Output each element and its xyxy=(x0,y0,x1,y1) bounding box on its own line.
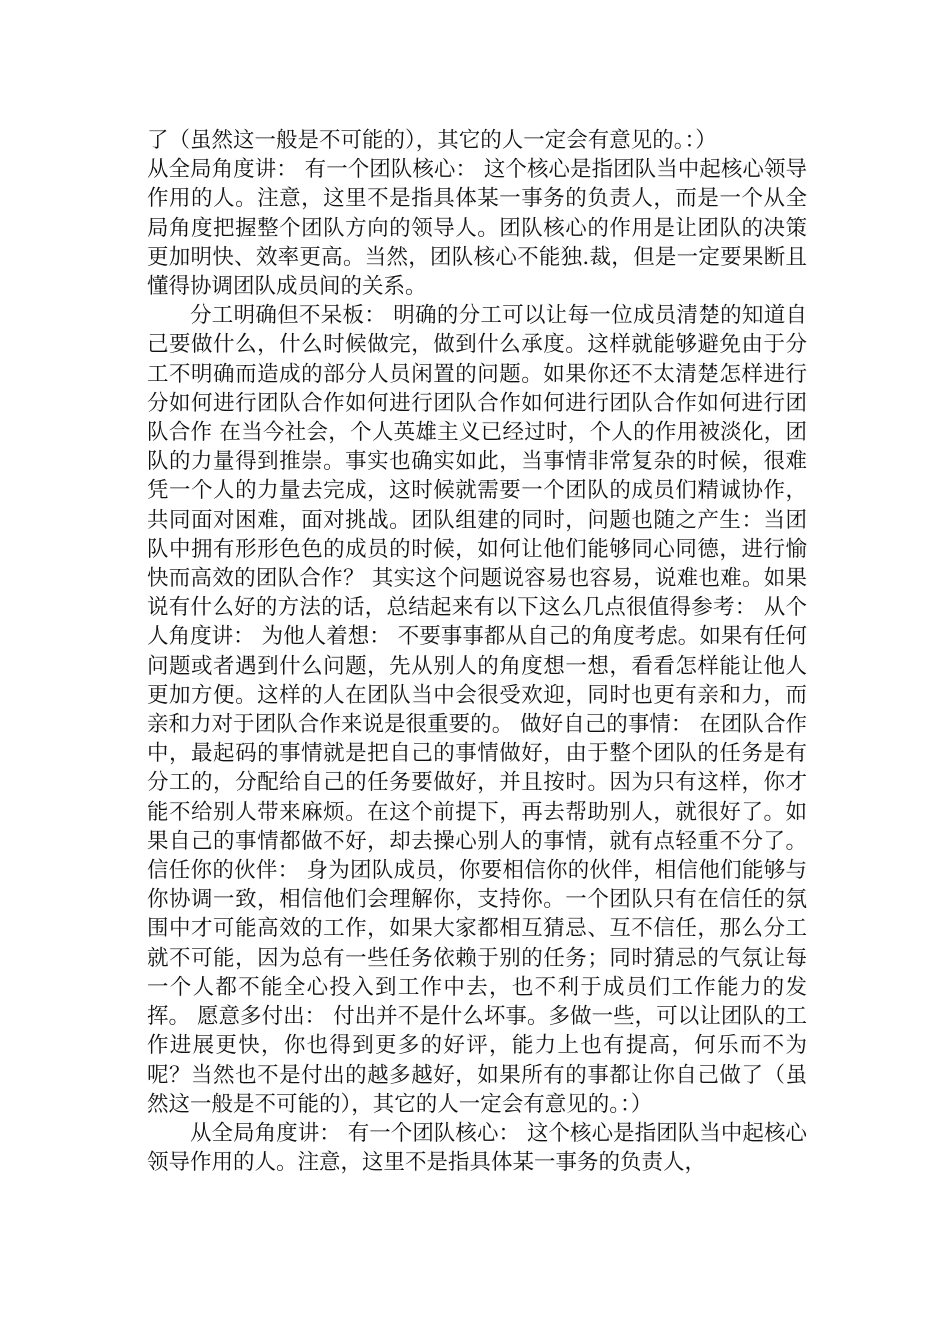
text-line: 能够同心同德，进行愉快而高效的团队合作？ 其实这个问题说容 xyxy=(147,536,807,592)
text-line: 何乐而不为呢？当然也不是付出的越多越好，如果所有的事都让你 xyxy=(147,1033,807,1088)
text-line: 了（虽然这一般是不可能的），其它的人一定会有意见的。：） xyxy=(147,128,717,153)
text-line: 事情都做不好，却去操心别人的事情，就有点轻重不分了。 信任 xyxy=(147,828,807,884)
text-line: 成员们精诚协作，共同面对困难，面对挑战。团队组建的同时，问 xyxy=(147,478,807,533)
text-line: 你的伙伴： 身为团队成员，你要相信你的伙伴，相信他们能够与 xyxy=(190,858,807,884)
text-line: 氛让每一个人都不能全心投入到工作中去，也不利于成员们工作能 xyxy=(147,945,807,1000)
text-line: 队当中会很受欢迎，同时也更有亲和力，而亲和力对于团队合作来 xyxy=(147,682,807,738)
text-line: 起核心领导作用的人。注意，这里不是指具体某一事务的负责人， xyxy=(147,1120,807,1176)
document-page xyxy=(147,126,807,1177)
text-line: 你协调一致，相信他们会理解你，支持你。一个团队只有在信任的 xyxy=(147,887,786,913)
paragraph xyxy=(147,301,807,1119)
text-line: 团队的决策更加明快、效率更高。当然，团队核心不能独.裁，但是 xyxy=(147,215,807,270)
text-line: 从全局角度讲： 有一个团队核心： 这个核心是指团队当中 xyxy=(190,1120,743,1146)
text-line: 怎样进行分如何进行团队合作如何进行团队合作如何进行团队合作 xyxy=(147,361,807,416)
text-line: 易也容易，说难也难。如果说有什么好的方法的话，总结起来有以 xyxy=(147,566,807,621)
paragraph xyxy=(147,126,807,155)
paragraph xyxy=(147,1119,807,1177)
text-line: 一个从全局角度把握整个团队方向的领导人。团队核心的作用是让 xyxy=(147,186,807,241)
text-line: 以让团队的工作进展更快，你也得到更多的好评，能力上也有提高， xyxy=(147,1004,807,1059)
text-line: 情就是把自己的事情做好，由于整个团队的任务是有分工的，分配 xyxy=(147,741,807,796)
text-line: 用被淡化，团队的力量得到推崇。事实也确实如此，当事情非常复 xyxy=(147,420,807,475)
text-line: 心领导作用的人。注意，这里不是指具体某一事务的负责人，而是 xyxy=(147,157,807,212)
text-line: 说是很重要的。 做好自己的事情： 在团队合作中，最起码的事 xyxy=(147,712,807,767)
text-line: 事事都从自己的角度考虑。如果有任何问题或者遇到什么问题，先 xyxy=(147,624,807,679)
text-line: 杂的时候，很难凭一个人的力量去完成，这时候就需要一个团队的 xyxy=(147,449,807,504)
text-line: 一定要果断且懂得协调团队成员间的关系。 xyxy=(147,244,807,300)
text-line: 分工就不可能，因为总有一些任务依赖于别的任务；同时猜忌的气 xyxy=(147,916,807,971)
text-line: 由于分工不明确而造成的部分人员闲置的问题。如果你还不太清楚 xyxy=(147,332,807,387)
text-line: 道自己要做什么，什么时候做完，做到什么承度。这样就能够避免 xyxy=(147,303,807,358)
paragraph xyxy=(147,155,807,301)
text-line: 带来麻烦。在这个前提下，再去帮助别人，就很好了。如果自己的 xyxy=(147,799,807,854)
text-line: 从别人的角度想一想，看看怎样能让他人更加方便。这样的人在团 xyxy=(147,653,807,708)
text-line: 力的发挥。 愿意多付出： 付出并不是什么坏事。多做一些，可 xyxy=(147,974,807,1030)
text-line: 的。：） xyxy=(587,1091,653,1117)
text-line: 给自己的任务要做好，并且按时。因为只有这样，你才能不给别人 xyxy=(147,770,807,825)
text-line: 氛围中才可能高效的工作，如果大家都相互猜忌、互不信任，那么 xyxy=(147,887,807,942)
text-line: 分工明确但不呆板： 明确的分工可以让每一位成员清楚的知 xyxy=(190,303,764,329)
text-line: 如何进行团队合作 在当今社会，个人英雄主义已经过时，个人的作 xyxy=(147,390,807,446)
text-line: 题也随之产生：当团队中拥有形形色色的成员的时候，如何让他们 xyxy=(147,507,807,562)
text-line: 下这么几点很值得参考： 从个人角度讲： 为他人着想： 不要 xyxy=(147,595,807,650)
text-line: 从全局角度讲： 有一个团队核心： 这个核心是指团队当中起核 xyxy=(147,157,743,183)
text-line: 自己做了（虽然这一般是不可能的），其它的人一定会有意见 xyxy=(147,1062,807,1117)
document-body xyxy=(147,126,807,1177)
